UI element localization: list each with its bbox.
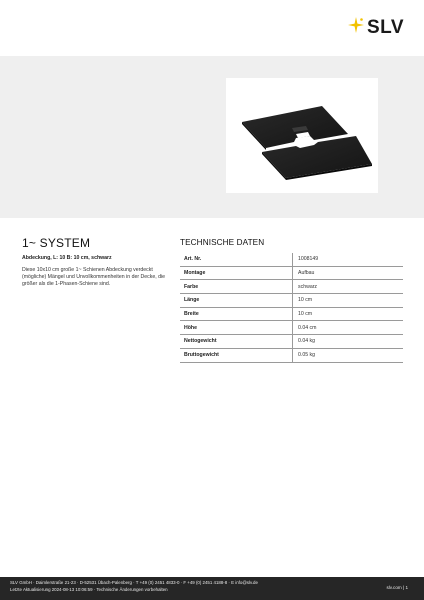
footer-page-number: slv.com | 1: [386, 585, 408, 590]
spec-label: Bruttogewicht: [180, 348, 293, 362]
spec-value: 0.04 kg: [293, 335, 404, 349]
hero-banner: [0, 56, 424, 218]
product-title: 1~ SYSTEM: [22, 236, 91, 250]
spec-label: Länge: [180, 294, 293, 308]
spec-label: Montage: [180, 266, 293, 280]
product-subtitle: Abdeckung, L: 10 B: 10 cm, schwarz: [22, 255, 112, 261]
spec-row: [180, 307, 403, 321]
spec-label: Nettogewicht: [180, 335, 293, 349]
spec-value: 10 cm: [293, 294, 404, 308]
spec-label: Höhe: [180, 321, 293, 335]
spec-row: [180, 348, 403, 362]
spec-row: [180, 294, 403, 308]
spec-value: 0.05 kg: [293, 348, 404, 362]
footer-company-info: SLV GmbH · Daimlerstraße 21-23 · D-52531 Übach-Palenberg · T +49 (0) 2451 4833-0 · F +49 (0) 2451 4188-8 · E info@slv.de: [10, 580, 258, 585]
product-image: [226, 78, 378, 193]
footer-last-updated: Letzte Aktualisierung 2024-08-13 10:06:59 · Technische Änderungen vorbehalten: [10, 587, 168, 592]
slv-logo: [348, 14, 404, 42]
spec-row: [180, 321, 403, 335]
spec-label: Breite: [180, 307, 293, 321]
spec-row: [180, 266, 403, 280]
spec-value: schwarz: [293, 280, 404, 294]
spec-value: 0.04 cm: [293, 321, 404, 335]
logo-text: SLV: [366, 17, 404, 38]
spec-value: Aufbau: [293, 266, 404, 280]
sparkle-icon: [348, 17, 364, 33]
spec-label: Farbe: [180, 280, 293, 294]
tech-data-heading: TECHNISCHE DATEN: [180, 238, 265, 247]
spec-row: [180, 253, 403, 266]
page-footer: [0, 577, 424, 600]
spec-label: Art. Nr.: [180, 253, 293, 266]
spec-row: [180, 335, 403, 349]
spec-value: 1008149: [293, 253, 404, 266]
tech-data-table: [180, 253, 403, 363]
product-description: Diese 10x10 cm große 1~ Schienen Abdeckung verdeckt (mögliche) Mängel und Unvollkommenheiten in der Decke, die größer als die 1-Phasen-Schiene sind.: [22, 267, 166, 287]
spec-row: [180, 280, 403, 294]
spec-value: 10 cm: [293, 307, 404, 321]
product-cover-illustration: [226, 78, 378, 193]
